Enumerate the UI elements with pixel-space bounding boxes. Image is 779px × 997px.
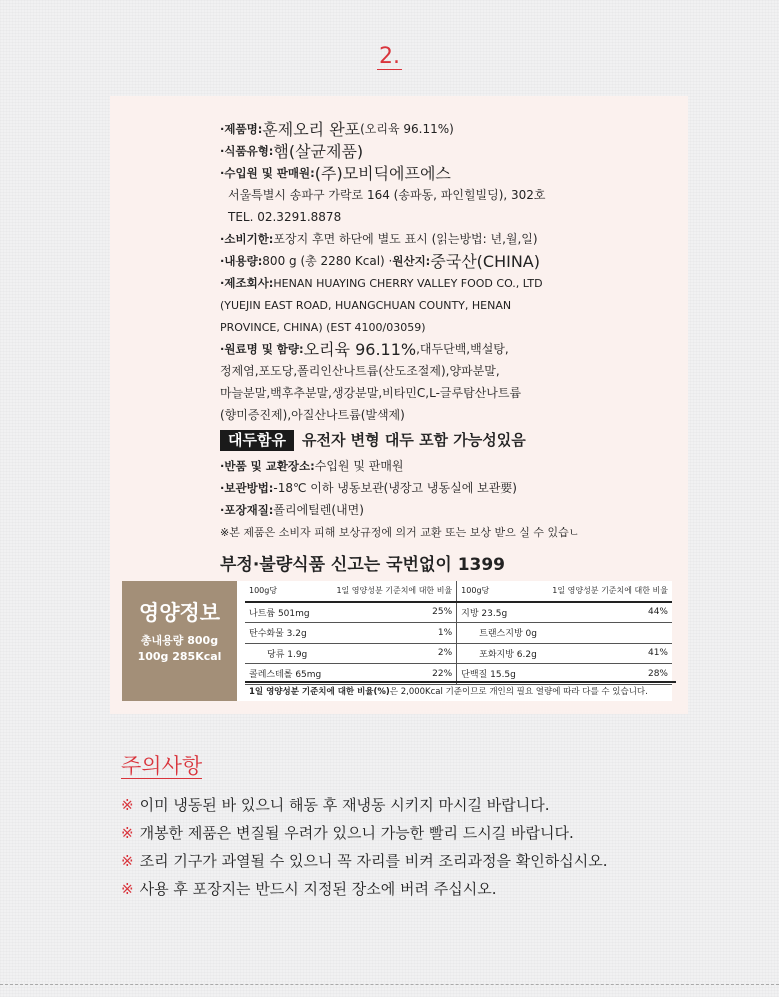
product-name-row: ·제품명: 훈제오리 완포 (오리육 96.11%): [220, 120, 454, 139]
nutrition-total: 총내용량 800g: [140, 634, 219, 647]
allergy-text: 유전자 변형 대두 포함 가능성있음: [301, 431, 526, 449]
table-row: 콜레스테롤 65mg 22% 단백질 15.5g 28%: [245, 664, 672, 685]
table-row: 나트륨 501mg 25% 지방 23.5g 44%: [245, 602, 672, 623]
address-row: 서울특별시 송파구 가락로 164 (송파동, 파인힐빌딩), 302호: [228, 188, 546, 202]
food-type-row: ·식품유형: 햄(살균제품): [220, 142, 364, 161]
table-row: 탄수화물 3.2g 1% 트랜스지방 0g: [245, 623, 672, 644]
table-row: 당류 1.9g 2% 포화지방 6.2g 41%: [245, 643, 672, 664]
caution-list: [121, 794, 607, 906]
nutrition-header-row: 100g당 1일 영양성분 기준치에 대한 비율 100g당 1일 영양성분 기준치에 대한 비율: [245, 581, 672, 602]
manufacturer-line-2: (YUEJIN EAST ROAD, HUANGCHUAN COUNTY, HENAN: [220, 299, 512, 312]
importer-row: ·수입원 및 판매원: (주)모비딕에프에스: [220, 164, 451, 183]
step-number: 2.: [379, 44, 400, 69]
bottom-divider: [0, 984, 779, 985]
caution-title: 주의사항: [121, 754, 203, 778]
list-item: ※ 이미 냉동된 바 있으니 해동 후 재냉동 시키지 마시길 바랍니다.: [121, 796, 550, 814]
nutrition-summary: [122, 581, 237, 701]
ingredients-line-2: 정제염,포도당,폴리인산나트륨(산도조절제),양파분말,: [220, 364, 500, 378]
manufacturer-line-3: PROVINCE, CHINA) (EST 4100/03059): [220, 321, 426, 334]
tel-row: TEL. 02.3291.8878: [228, 210, 342, 224]
nutrition-per: 100g 285Kcal: [137, 650, 222, 663]
label-text-block: [220, 116, 660, 541]
nutrition-table: [245, 581, 672, 685]
nutrition-title: 영양정보: [138, 601, 221, 625]
allergy-notice: [220, 430, 660, 451]
allergy-badge: 대두함유: [220, 430, 294, 451]
ingredients-line-3: 마늘분말,백후추분말,생강분말,비타민C,L-글루탐산나트륨: [220, 386, 522, 400]
ingredients-row: ·원료명 및 함량: 오리육 96.11% ,대두단백,백설탕,: [220, 340, 509, 359]
list-item: ※ 사용 후 포장지는 반드시 지정된 장소에 버려 주십시오.: [121, 880, 497, 898]
list-item: ※ 조리 기구가 과열될 수 있으니 꼭 자리를 비켜 조리과정을 확인하십시오.: [121, 852, 608, 870]
returns-row: ·반품 및 교환장소: 수입원 및 판매원: [220, 459, 404, 473]
nutrition-footnote: 1일 영양성분 기준치에 대한 비율(%)은 2,000Kcal 기준이므로 개인의 필요 열량에 따라 다를 수 있습니다.: [245, 681, 676, 703]
report-line: 부정·불량식품 신고는 국번없이 1399: [220, 555, 506, 575]
nutrition-panel: [122, 581, 672, 701]
list-item: ※ 개봉한 제품은 변질될 우려가 있으니 가능한 빨리 드시길 바랍니다.: [121, 824, 574, 842]
storage-row: ·보관방법: -18℃ 이하 냉동보관(냉장고 냉동실에 보관要): [220, 481, 517, 495]
content-row: ·내용량: 800 g (총 2280 Kcal) · 원산지: 중국산(CHINA): [220, 252, 540, 271]
expiry-row: ·소비기한: 포장지 후면 하단에 별도 표시 (읽는방법: 년,월,일): [220, 232, 538, 246]
manufacturer-row: ·제조회사: HENAN HUAYING CHERRY VALLEY FOOD CO., LTD: [220, 276, 543, 290]
ingredients-line-4: (향미증진제),아질산나트륨(발색제): [220, 408, 405, 422]
compensation-note: ※본 제품은 소비자 피해 보상규정에 의거 교환 또는 보상 받으 실 수 있습ㄴ: [220, 526, 580, 539]
packaging-row: ·포장재질: 폴리에틸렌(내면): [220, 503, 364, 517]
